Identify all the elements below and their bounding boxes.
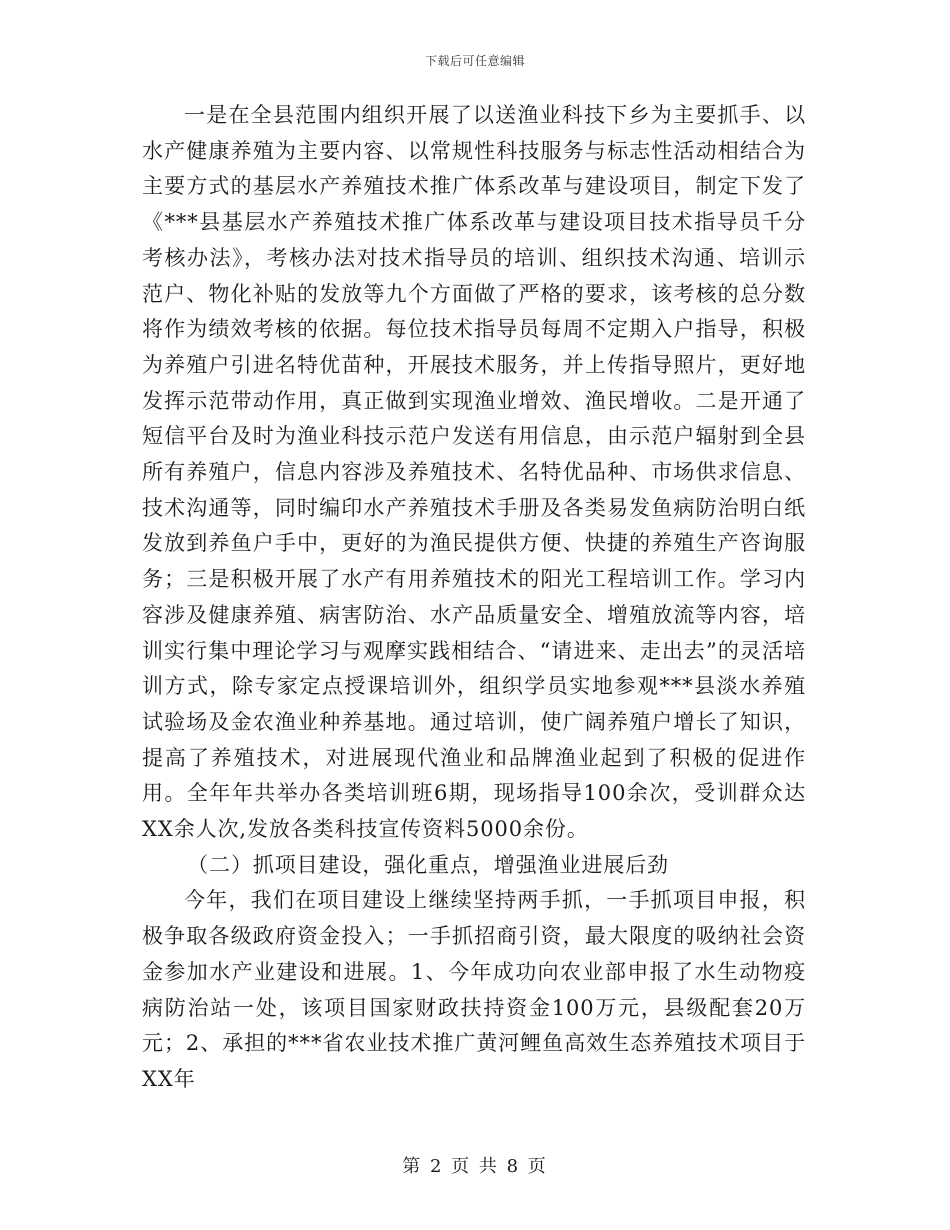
document-body (142, 98, 806, 1098)
paragraph-project-funding: 今年，我们在项目建设上继续坚持两手抓，一手抓项目申报，积极争取各级政府资金投入；一手抓招商引资，最大限度的吸纳社会资金参加水产业建设和进展。1、今年成功向农业部申报了水生动物疫病防治站一处，该项目国家财政扶持资金100万元，县级配套20万元；2、承担的***省农业技术推广黄河鲤鱼高效生态养殖技术项目于XX年 (142, 888, 806, 1091)
page-number-footer: 第 2 页 共 8 页 (402, 1156, 548, 1177)
paragraph-training-outreach: 一是在全县范围内组织开展了以送渔业科技下乡为主要抓手、以水产健康养殖为主要内容、以常规性科技服务与标志性活动相结合为主要方式的基层水产养殖技术推广体系改革与建设项目，制定下发了《***县基层水产养殖技术推广体系改革与建设项目技术指导员千分考核办法》，考核办法对技术指导员的培训、组织技术沟通、培训示范户、物化补贴的发放等九个方面做了严格的要求，该考核的总分数将作为绩效考核的依据。每位技术指导员每周不定期入户指导，积极为养殖户引进名特优苗种，开展技术服务，并上传指导照片，更好地发挥示范带动作用，真正做到实现渔业增效、渔民增收。二是开通了短信平台及时为渔业科技示范户发送有用信息，由示范户辐射到全县所有养殖户，信息内容涉及养殖技术、名特优品种、市场供求信息、技术沟通等，同时编印水产养殖技术手册及各类易发鱼病防治明白纸发放到养鱼户手中，更好的为渔民提供方便、快捷的养殖生产咨询服务；三是积极开展了水产有用养殖技术的阳光工程培训工作。学习内容涉及健康养殖、病害防治、水产品质量安全、增殖放流等内容，培训实行集中理论学习与观摩实践相结合、“请进来、走出去”的灵活培训方式，除专家定点授课培训外，组织学员实地参观***县淡水养殖试验场及金农渔业种养基地。通过培训，使广阔养殖户增长了知识，提高了养殖技术，对进展现代渔业和品牌渔业起到了积极的促进作用。全年年共举办各类培训班6期，现场指导100余次，受训群众达XX余人次,发放各类科技宣传资料5000余份。 (142, 103, 806, 842)
page-header-note: 下载后可任意编辑 (424, 54, 525, 68)
section-heading-project-construction: （二）抓项目建设，强化重点，增强渔业进展后劲 (187, 852, 669, 877)
